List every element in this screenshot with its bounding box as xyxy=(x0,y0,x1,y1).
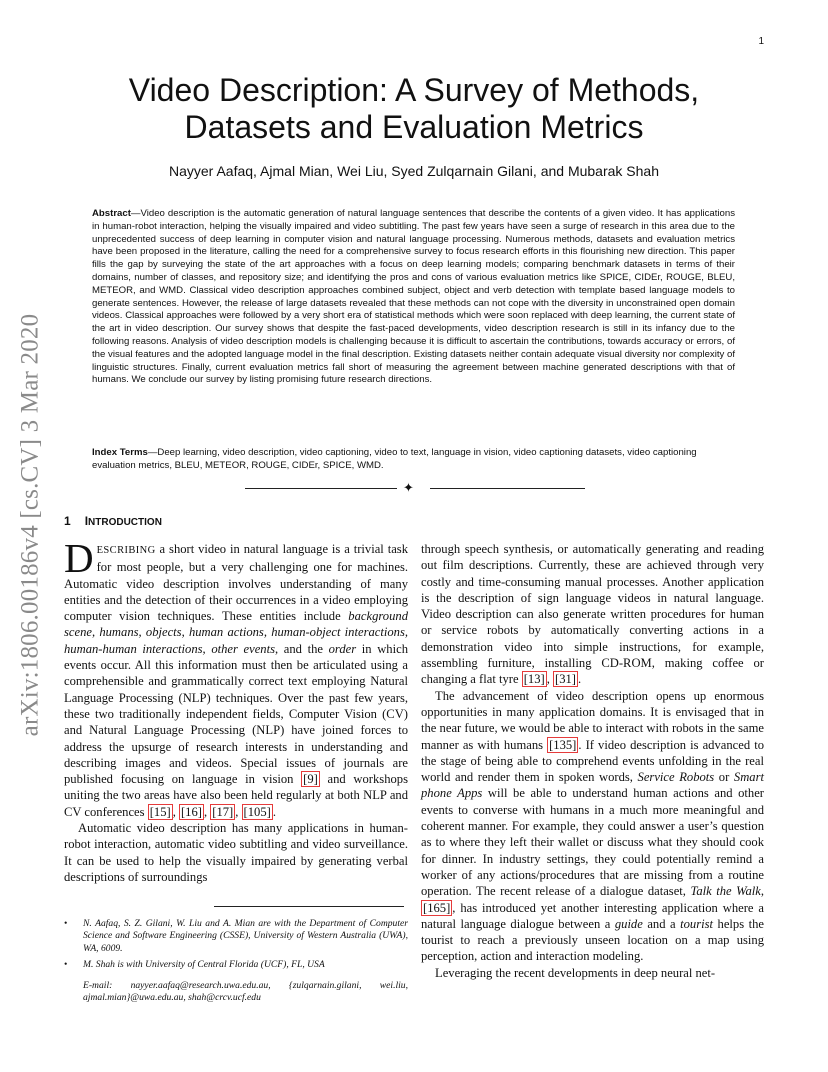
section-title-initial: I xyxy=(84,514,89,528)
footnote-item xyxy=(64,918,408,955)
index-terms-text: —Deep learning, video description, video captioning, video to text, language in vision, video captioning datasets, video captioning evaluation metrics, BLEU, METEOR, ROUGE, CIDEr, SPICE, WMD. xyxy=(92,447,697,471)
intro-paragraph-2: Automatic video description has many applications in human-robot interaction, automatic video subtitling and video surveillance. It can be used to help the visually impaired by generating verbal descriptions of surroundings xyxy=(64,821,408,884)
emphasis-service-robots: Service Robots xyxy=(637,770,715,785)
title-line-2: Datasets and Evaluation Metrics xyxy=(184,109,644,145)
section-number: 1 xyxy=(64,514,71,528)
arxiv-stamp xyxy=(10,290,50,760)
text-run: will be able to understand human actions and other events to converse with humans in a much more meaningful and coherent manner. For example, they could answer a user’s question as to where they left their wallet or discuss what they should cook for dinner. In industry settings, they could potentially remind a worker of any actions/procedures that are missing from a routine operation. The recent release of a dialogue dataset, xyxy=(421,786,764,899)
text-run: helps the tourist to reach a previously unseen location on a map using perception, action and interaction modeling. xyxy=(421,916,764,964)
author-list: Nayyer Aafaq, Ajmal Mian, Wei Liu, Syed Zulqarnain Gilani, and Mubarak Shah xyxy=(169,163,659,179)
citation-link[interactable]: [16] xyxy=(180,804,202,819)
divider-line-right xyxy=(430,488,585,489)
right-column xyxy=(421,541,764,981)
citation-link[interactable]: [15] xyxy=(149,804,171,819)
footnote-text: N. Aafaq, S. Z. Gilani, W. Liu and A. Mian are with the Department of Computer Science and Software Engineering (CSSE), University of Western Australia (UWA), WA, 6009. xyxy=(83,918,408,954)
text-run: , and the xyxy=(275,641,329,656)
citation-link[interactable]: [9] xyxy=(303,772,318,787)
drop-cap-continuation: ESCRIBING xyxy=(96,545,156,556)
footnote-item xyxy=(64,959,408,971)
text-run: , xyxy=(546,672,553,687)
emphasis-entities: background scene, humans, objects, human actions, human-object interactions, human-human interactions, other events xyxy=(64,609,408,656)
left-column xyxy=(64,535,408,885)
text-run: , xyxy=(203,804,211,819)
text-run: The advancement of video description opens up enormous opportunities in many application domains. It is envisaged that in the near future, we would be able to interact with robots in the same manner as with humans xyxy=(421,688,764,752)
text-run: a short video in natural language is a trivial task for most people, but a very challenging one for machines. Automatic video description involves understanding of many entities and the detection of their occurrences in a video employing computer vision techniques. These entities include xyxy=(64,542,408,624)
index-terms-label: Index Terms xyxy=(92,447,148,458)
emphasis-tourist: tourist xyxy=(680,916,714,931)
text-run: or xyxy=(714,770,734,785)
index-terms xyxy=(92,447,735,473)
footnote-email: E-mail: nayyer.aafaq@research.uwa.edu.au, {zulqarnain.gilani, wei.liu, ajmal.mian}@uwa.edu.au, shah@crcv.ucf.edu xyxy=(83,980,408,1004)
intro-paragraph-1 xyxy=(64,535,408,820)
section-heading xyxy=(64,514,162,528)
citation-link[interactable]: [135] xyxy=(549,737,577,752)
section-divider xyxy=(245,482,585,496)
paper-title xyxy=(0,72,828,146)
arxiv-stamp-text: arXiv:1806.00186v4 [cs.CV] 3 Mar 2020 xyxy=(16,313,43,737)
emphasis-guide: guide xyxy=(614,916,643,931)
text-run: . xyxy=(272,804,276,819)
footnote-rule xyxy=(214,906,404,907)
citation-link[interactable]: [165] xyxy=(423,900,451,915)
abstract-label: Abstract xyxy=(92,208,131,219)
title-line-1: Video Description: A Survey of Methods, xyxy=(128,72,700,108)
text-run: . xyxy=(577,672,582,687)
text-run: , has introduced yet another interesting application where a natural language dialogue between a xyxy=(421,900,764,931)
text-run: , xyxy=(235,804,242,819)
abstract-text: —Video description is the automatic generation of natural language sentences that describe the contents of a given video. It has applications in human-robot interaction, helping the visually impaired and video subtitling. The past few years have seen a surge of research in this area due to the unprecedented success of deep learning in computer vision and natural language processing. Numerous methods, datasets and evaluation metrics have been proposed in the literature, calling the need for a comprehensive survey to focus research efforts in this flourishing new direction. This paper fills the gap by surveying the state of the art approaches with a focus on deep learning models; comparing benchmark datasets in terms of their domains, number of classes, and repository size; and identifying the pros and cons of various evaluation metrics like SPICE, CIDEr, ROUGE, BLEU, METEOR, and WMD. Classical video description approaches combined subject, object and verb detection with template based language models to generate sentences. However, the release of large datasets revealed that these methods can not cope with the diversity in unconstrained open domain videos. Classical approaches were followed by a very short era of statistical methods which were soon replaced with deep learning, the current state of the art in video description. Our survey shows that despite the fast-paced developments, video description research is still in its infancy due to the following reasons. Analysis of video description models is challenging because it is difficult to ascertain the contributions, towards accuracy or errors, of the visual features and the adopted language model in the final description. Existing datasets neither contain adequate visual diversity nor complexity of linguistic structures. Finally, current evaluation metrics fall short of measuring the agreement between machine generated descriptions with that of humans. We conclude our survey by listing promising future research directions. xyxy=(92,208,735,386)
intro-paragraph-4 xyxy=(421,688,764,965)
citation-link[interactable]: [17] xyxy=(212,804,234,819)
emphasis-smartphone-apps: Smart phone Apps xyxy=(421,770,764,801)
emphasis-talk-the-walk: Talk the Walk xyxy=(690,884,761,899)
divider-star-icon: ✦ xyxy=(403,480,414,495)
abstract xyxy=(92,208,735,387)
page-number: 1 xyxy=(758,36,764,47)
citation-link[interactable]: [13] xyxy=(523,672,545,687)
text-run: through speech synthesis, or automatically generating and reading out film descriptions. Currently, these are achieved through very costly and time-consuming manual processes. Another application is the description of sign language videos in natural language. Video description can also generate written procedures for human or service robots by automatically converting actions in a demonstration video into simple instructions, for example, assembling furniture, installing CD-ROM, making coffee or changing a flat tyre xyxy=(421,542,764,687)
divider-line-left xyxy=(245,488,397,489)
text-run: in which events occur. All this information must then be articulated using a comprehensible and grammatically correct text employing Natural Language Processing (NLP) techniques. Over the past few years, these two traditionally independent fields, Computer Vision (CV) and Natural Language Processing (NLP) have joined forces to address the upsurge of research interests in understanding and describing images and videos. Special issues of journals are published focusing on language in vision xyxy=(64,641,408,787)
citation-link[interactable]: [31] xyxy=(555,672,576,687)
footnotes xyxy=(64,918,408,1005)
citation-link[interactable]: [105] xyxy=(243,804,271,819)
drop-cap: D xyxy=(64,535,94,581)
emphasis-order: order xyxy=(328,641,357,656)
intro-paragraph-5: Leveraging the recent developments in deep neural net- xyxy=(435,965,716,980)
text-run: , xyxy=(760,884,764,899)
intro-paragraph-3 xyxy=(421,541,764,688)
text-run: . If video description is advanced to the stage of being able to comprehend events unfolding in the real world and render them in spoken words, xyxy=(421,737,764,785)
section-title-rest: NTRODUCTION xyxy=(88,517,162,528)
footnote-text: M. Shah is with University of Central Florida (UCF), FL, USA xyxy=(83,958,325,970)
text-run: , xyxy=(172,804,179,819)
bullet-icon: • xyxy=(64,918,68,929)
text-run: and workshops uniting the two areas have also been held regularly at both NLP and CV conferences xyxy=(64,772,408,819)
bullet-icon: • xyxy=(64,958,68,970)
text-run: and a xyxy=(642,916,681,931)
